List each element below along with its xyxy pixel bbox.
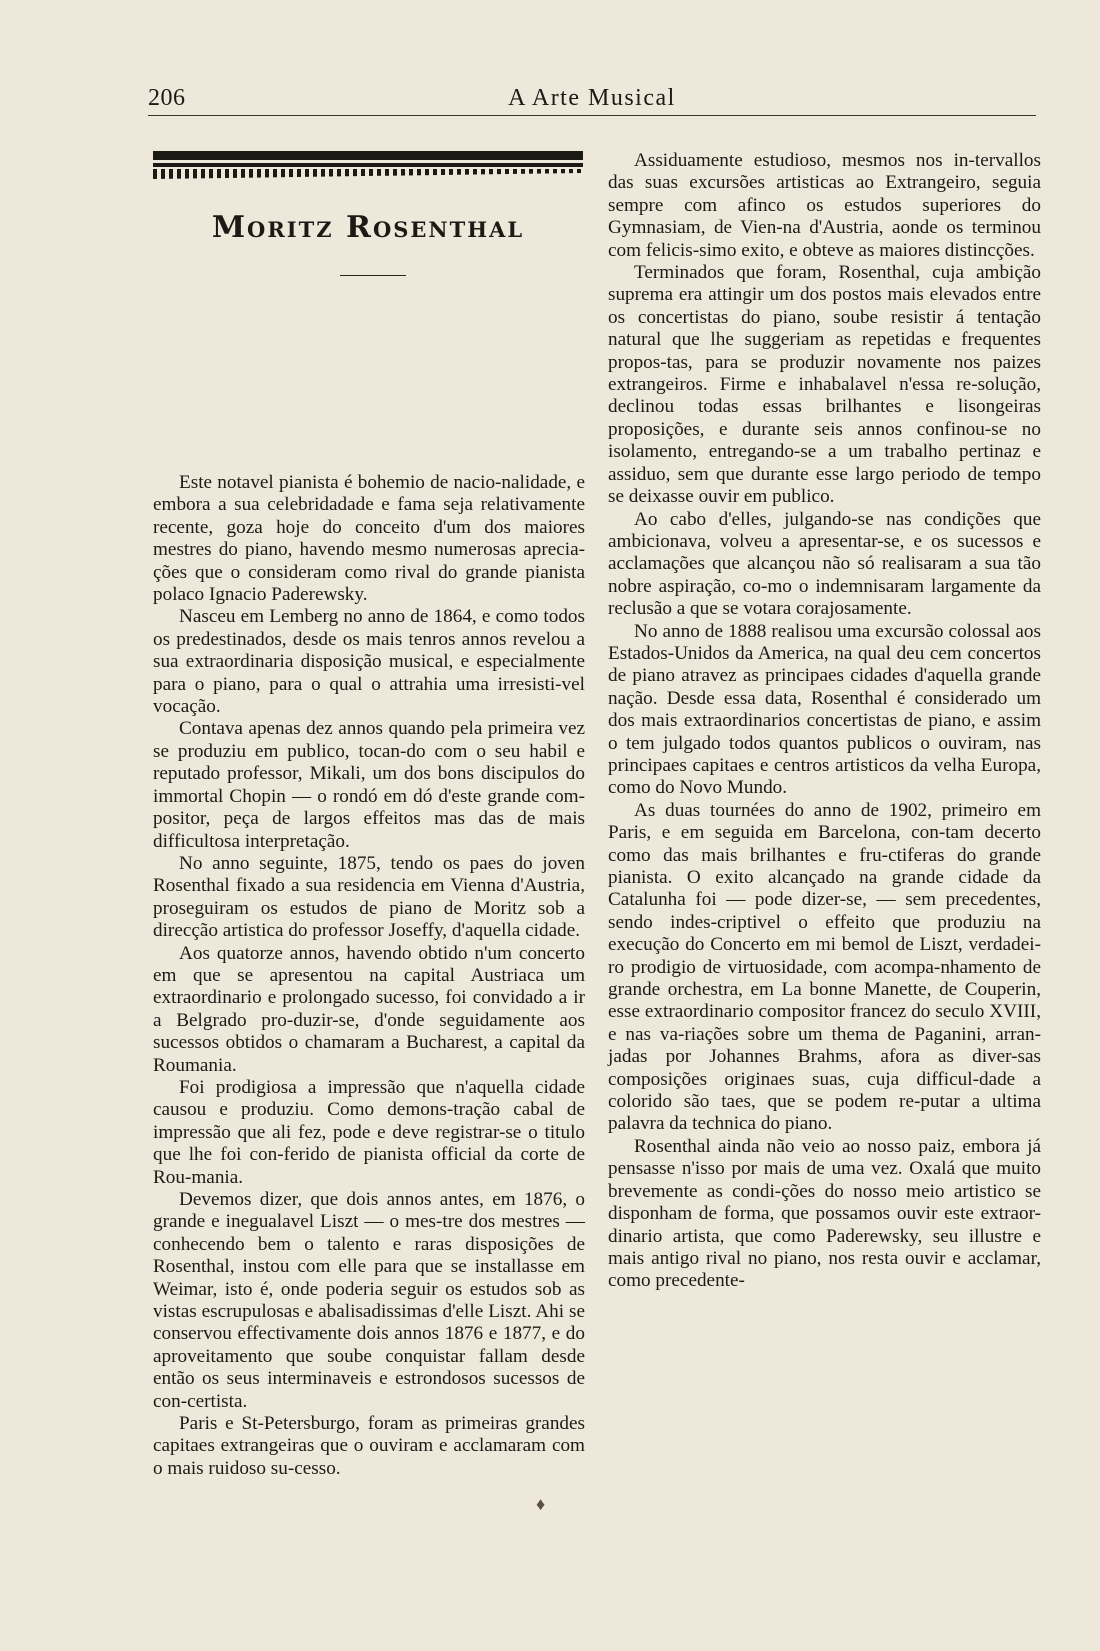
paragraph: Nasceu em Lemberg no anno de 1864, e como todos os predestinados, desde os mais tenros annos revelou a sua extraordinaria disposição musical, e especialmente para o piano, para o qual o attrahia uma irresisti-vel vocação. <box>153 606 585 718</box>
paragraph: Paris e St-Petersburgo, foram as primeiras grandes capitaes extrangeiras que o ouviram e acclamaram com o mais ruidoso su-cesso. <box>153 1413 585 1479</box>
paragraph: Aos quatorze annos, havendo obtido n'um concerto em que se apresentou na capital Austriaca um extraordinario e prolongado sucesso, foi convidado a ir a Belgrado pro-duzir-se, d'onde seguidamente aos sucessos obtidos o chamaram a Bucharest, a capital da Roumania. <box>153 942 585 1076</box>
article-title: Moritz Rosenthal <box>211 210 525 245</box>
paragraph: Terminados que foram, Rosenthal, cuja ambição suprema era attingir um dos postos mais elevados entre os concertistas do piano, soube resistir á tentação natural que lhe suggeriam as repetidas e frequentes propos-tas, para se produzir novamente nos paizes extrangeiros. Firme e inhabalavel n'essa re-solução, declinou todas essas brilhantes e lisongeiras proposições, e durante seis annos confinou-se no isolamento, entregando-se a um trabalho pertinaz e assiduo, sem que durante esse largo periodo de tempo se deixasse ouvir em publico. <box>608 262 1041 508</box>
paragraph: Contava apenas dez annos quando pela primeira vez se produziu em publico, tocan-do com o seu habil e reputado professor, Mikali, um dos bons discipulos do immortal Chopin — o rondó em dó d'este grande com-positor, peça de largos effeitos mas das de mais difficultosa interpretação. <box>153 718 585 852</box>
paragraph: Rosenthal ainda não veio ao nosso paiz, embora já pensasse n'isso por mais de uma vez. Oxalá que muito brevemente as condi-ções do nosso meio artistico se disponham de forma, que possamos ouvir este extraor-dinario artista, que como Paderewsky, seu illustre e mais antigo rival no piano, nos resta ouvir e acclamar, como precedente- <box>608 1135 1041 1292</box>
paragraph: Este notavel pianista é bohemio de nacio-nalidade, e embora a sua celebridadade e fama seja relativamente recente, goza hoje do conceito d'um dos maiores mestres do piano, havendo mesmo numerosas aprecia-ções que o consideram como rival do grande pianista polaco Ignacio Paderewsky. <box>153 472 585 606</box>
paragraph: No anno de 1888 realisou uma excursão colossal aos Estados-Unidos da America, na qual deu cem concertos de piano atravez as principaes cidades d'aquella grande nação. Desde essa data, Rosenthal é considerado um dos mais extraordinarios concertistas de piano, e assim o tem julgado todos quantos publicos o ouviram, nas principaes capitaes e centros artisticos da velha Europa, como do Novo Mundo. <box>608 620 1041 799</box>
paragraph: Ao cabo d'elles, julgando-se nas condições que ambicionava, volveu a apresentar-se, e os sucessos e acclamações que alcançou não só realisaram a sua tão nobre aspiração, co-mo o indemnisaram largamente da reclusão a que se votara corajosamente. <box>608 508 1041 620</box>
paragraph: As duas tournées do anno de 1902, primeiro em Paris, e em seguida em Barcelona, con-tam decerto como das mais brilhantes e fru-ctiferas do grande pianista. O exito alcançado na grande cidade da Catalunha foi — pode dizer-se, — sem precedentes, sendo indes-criptivel o effeito que produziu na execução do Concerto em mi bemol de Liszt, verdadei-ro prodigio de virtuosidade, com acompa-nhamento de grande orchestra, em La bonne Manette, de Couperin, esse extraordinario compositor francez do seculo XVIII, e nas va-riações sobre um thema de Paganini, arran-jadas por Johannes Brahms, afora as diver-sas composições originaes suas, cuja difficul-dade a colorido são taes, que se podem re-putar a ultima palavra da technica do piano. <box>608 799 1041 1135</box>
journal-title: A Arte Musical <box>508 85 676 111</box>
paragraph: Foi prodigiosa a impressão que n'aquella cidade causou e produziu. Como demons-tração cabal de impressão que ali fez, pode e deve registrar-se o titulo que lhe foi con-ferido de pianista official da corte de Rou-mania. <box>153 1076 585 1188</box>
ornamental-header-band <box>153 147 583 183</box>
right-column <box>608 150 1041 1293</box>
paragraph: Devemos dizer, que dois annos antes, em 1876, o grande e inegualavel Liszt — o mes-tre dos mestres — conhecendo bem o talento e raras disposições de Rosenthal, instou com elle para que se installasse em Weimar, isto é, onde poderia seguir os estudos sob as vistas escrupulosas e abalisadissimas d'elle Liszt. Ahi se conservou effectivamente dois annos 1876 e 1877, e do aproveitamento que soube conquistar fallam desde então os seus interminaveis e estrondosos sucessos de con-certista. <box>153 1189 585 1412</box>
printer-mark-icon: ♦ <box>536 1494 546 1514</box>
title-divider <box>340 275 406 276</box>
paragraph: No anno seguinte, 1875, tendo os paes do joven Rosenthal fixado a sua residencia em Vienna d'Austria, proseguiram os estudos de piano de Moritz sob a direcção artistica do professor Joseffy, d'aquella cidade. <box>153 852 585 942</box>
paragraph: Assiduamente estudioso, mesmos nos in-tervallos das suas excursões artisticas ao Extrangeiro, seguia sempre com afinco os estudos superiores do Gymnasiam, de Vien-na d'Austria, aonde os terminou com felicis-simo exito, e obteve as maiores distincções. <box>608 150 1041 261</box>
left-column <box>153 472 585 1480</box>
page-number: 206 <box>148 85 186 111</box>
page-header <box>148 83 1036 116</box>
